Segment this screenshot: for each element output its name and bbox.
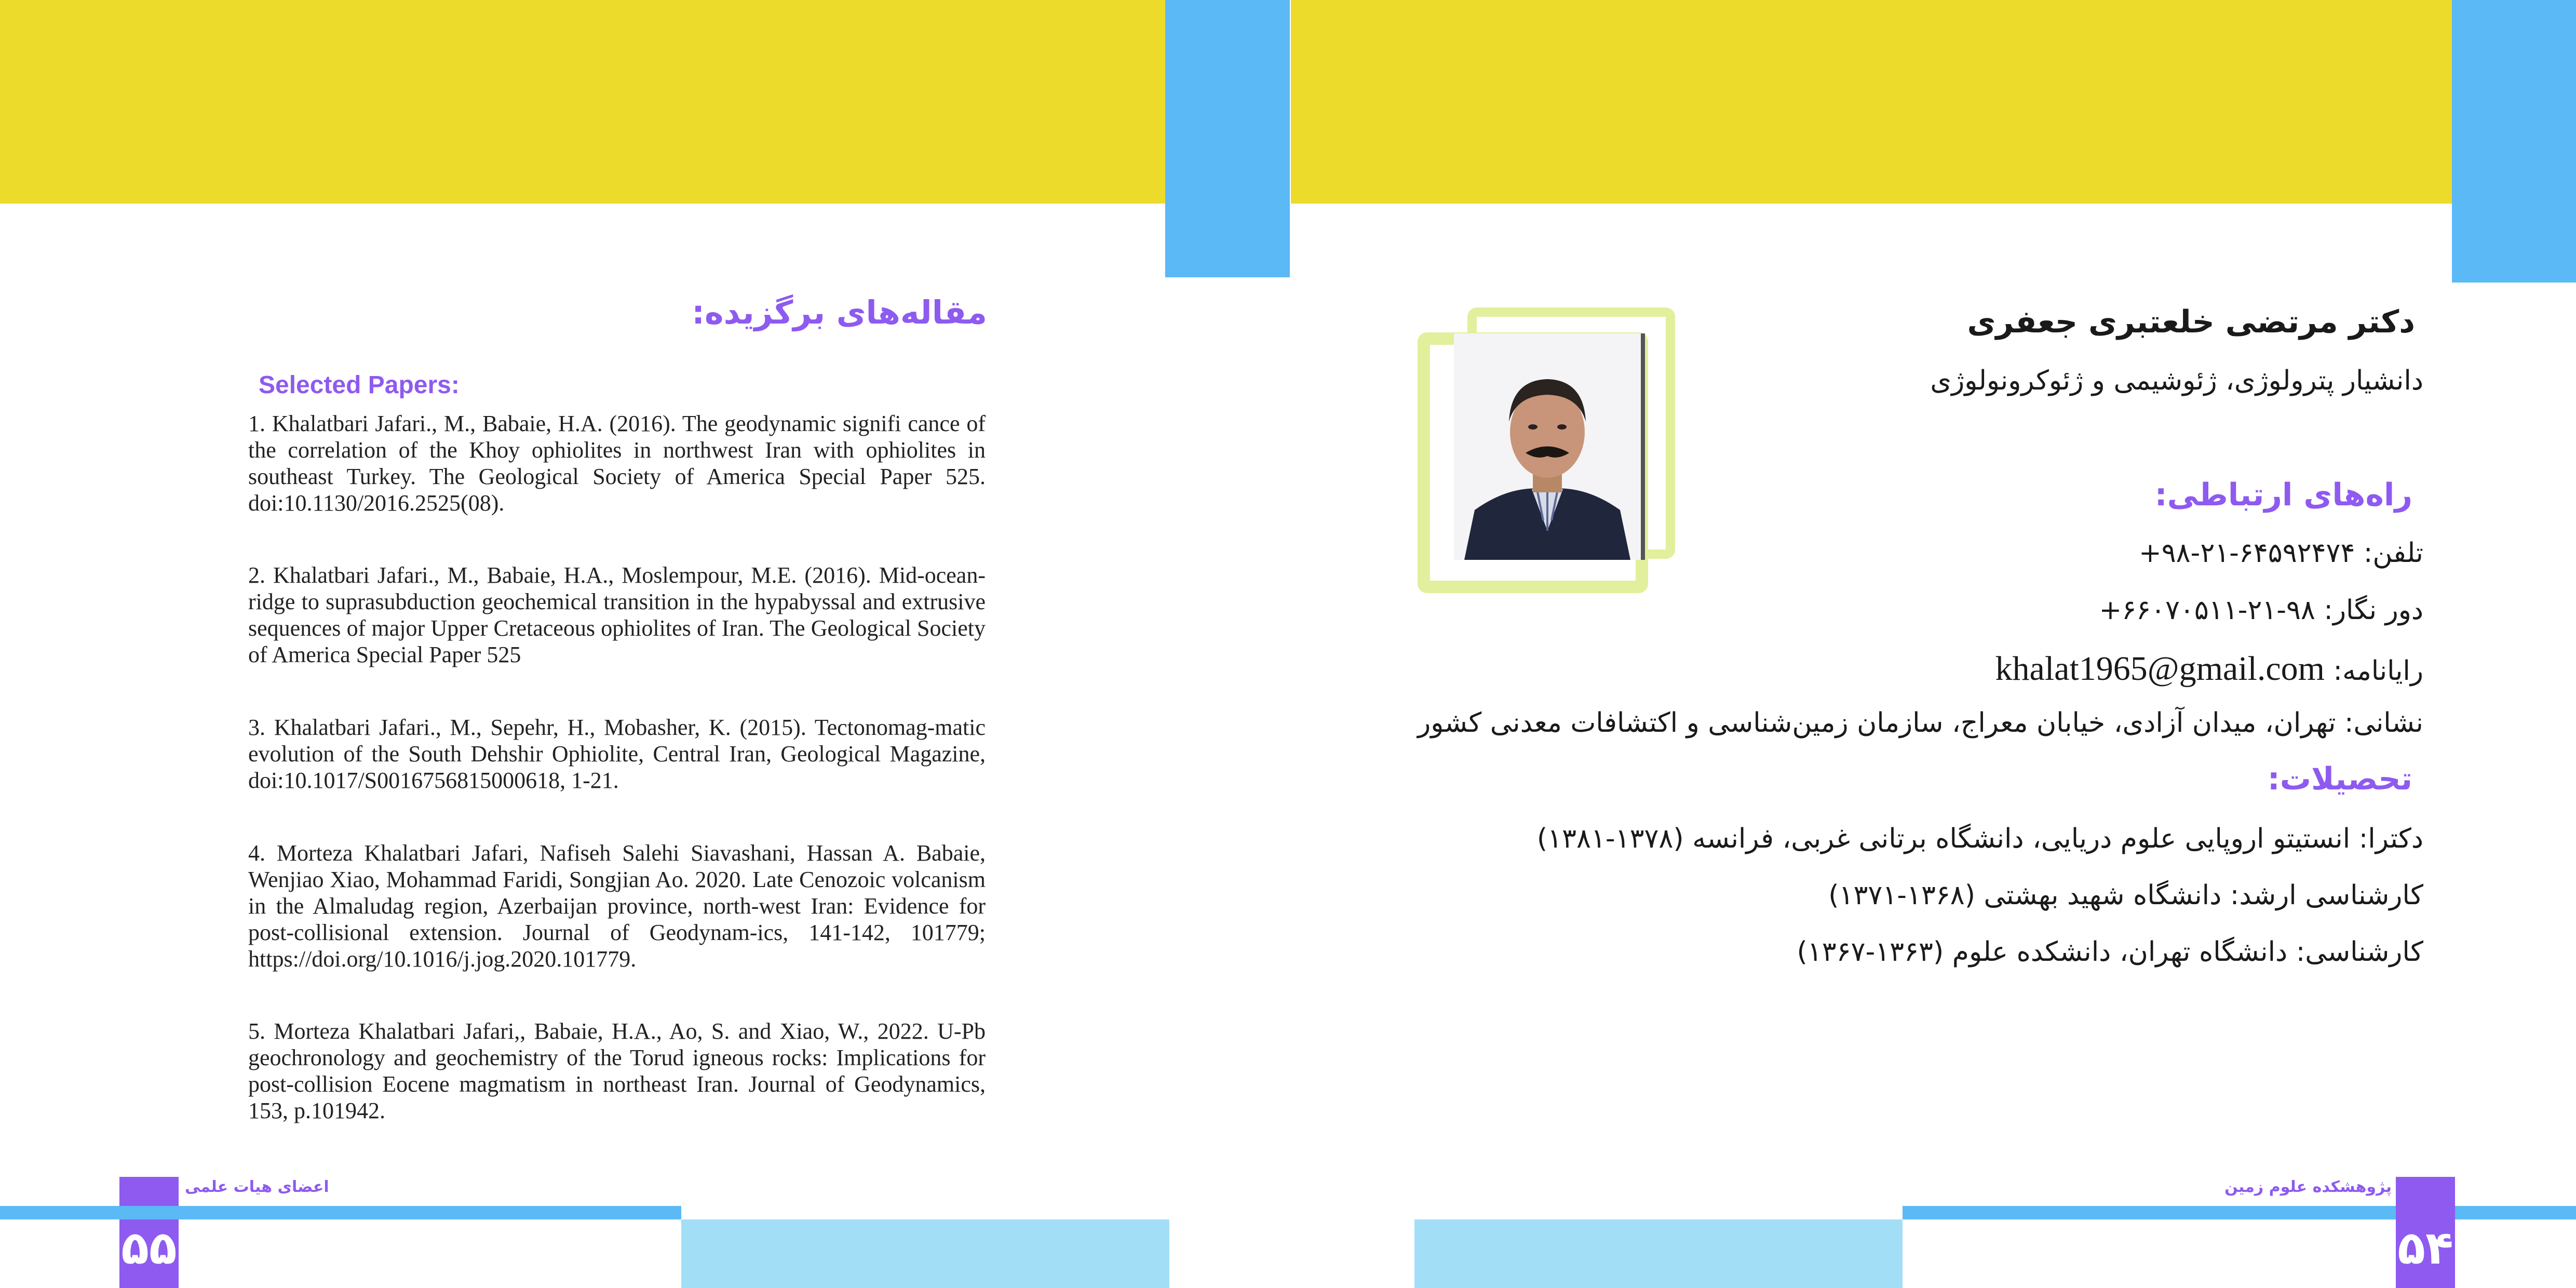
- right-footer-light-blue-block: [1414, 1219, 1903, 1288]
- left-top-yellow-band: [0, 0, 1165, 204]
- person-name: دکتر مرتضی خلعتبری جعفری: [1967, 304, 2415, 340]
- right-page-number: ۵۴: [2397, 1221, 2453, 1274]
- email-link[interactable]: khalat1965@gmail.com: [1995, 650, 2325, 688]
- portrait-image: [1454, 333, 1641, 560]
- address-text: نشانی: تهران، میدان آزادی، خیابان معراج، سازمان زمین‌شناسی و اکتشافات معدنی کشور: [1418, 707, 2423, 739]
- paper-item-5: 5. Morteza Khalatbari Jafari,, Babaie, H.A., Ao, S. and Xiao, W., 2022. U-Pb geochronology and geochemistry of the Torud igneous rocks: Implications for post-collision Eocene magmatism in northeast Iran. Journal of Geodynamics, 153, p.101942.: [248, 1018, 986, 1123]
- fax-text: دور نگار: ۹۸-۲۱-۶۶۰۷۰۵۱۱+: [2099, 595, 2423, 626]
- paper-item-4: 4. Morteza Khalatbari Jafari, Nafiseh Salehi Siavashani, Hassan A. Babaie, Wenjiao Xiao, Mohammad Faridi, Songjian Ao. 2020. Late Cenozoic volcanism in the Almaludag region, Azerbaijan province, north-west Iran: Evidence for post-collisional extension. Journal of Geodynam-ics, 141-142, 101779; https://doi.org/10.1016/j.jog.2020.101779.: [248, 840, 986, 972]
- left-page-number: ۵۵: [121, 1221, 177, 1274]
- email-label: رایانامه:: [2333, 655, 2423, 687]
- left-footer-light-blue-block: [681, 1219, 1169, 1288]
- email-row: [1995, 649, 2423, 689]
- right-footer-label: پژوهشکده علوم زمین: [2224, 1178, 2392, 1196]
- left-top-blue-block: [1165, 0, 1290, 277]
- paper-item-2: 2. Khalatbari Jafari., M., Babaie, H.A., Moslempour, M.E. (2016). Mid-ocean-ridge to suprasubduction geochemical transition in the hypabyssal and extrusive sequences of major Upper Cretaceous ophiolites of Iran. The Geological Society of America Special Paper 525: [248, 562, 986, 667]
- contact-heading: راه‌های ارتباطی:: [2154, 477, 2412, 513]
- portrait-photo: [1454, 333, 1645, 560]
- selected-papers-heading-fa: مقاله‌های برگزیده:: [692, 293, 987, 331]
- paper-item-1: 1. Khalatbari Jafari., M., Babaie, H.A. (2016). The geodynamic signifi cance of the correlation of the Khoy ophiolites in northwest Iran with ophiolites in southeast Turkey. The Geological Society of America Special Paper 525. doi:10.1130/2016.2525(08).: [248, 411, 986, 516]
- education-item-1: دکترا: انستیتو اروپایی علوم دریایی، دانشگاه برتانی غربی، فرانسه (۱۳۷۸-۱۳۸۱): [1536, 823, 2423, 854]
- education-item-3: کارشناسی: دانشگاه تهران، دانشکده علوم (۱۳۶۳-۱۳۶۷): [1797, 936, 2423, 968]
- education-item-2: کارشناسی ارشد: دانشگاه شهید بهشتی (۱۳۶۸-۱۳۷۱): [1828, 880, 2423, 911]
- person-title: دانشیار پترولوژی، ژئوشیمی و ژئوکرونولوژی: [1930, 365, 2423, 396]
- selected-papers-label: Selected Papers:: [259, 371, 460, 399]
- right-top-yellow-band: [1291, 0, 2452, 204]
- right-footer-blue-line: [1903, 1206, 2576, 1219]
- paper-item-3: 3. Khalatbari Jafari., M., Sepehr, H., Mobasher, K. (2015). Tectonomag-matic evolution of the South Dehshir Ophiolite, Central Iran, Geological Magazine, doi:10.1017/S0016756815000618, 1-21.: [248, 715, 986, 793]
- phone-text: تلفن: ۶۴۵۹۲۴۷۴-۲۱-۹۸+: [2139, 538, 2423, 569]
- left-footer-label: اعضای هیات علمی: [185, 1178, 329, 1196]
- left-footer-blue-line: [0, 1206, 681, 1219]
- right-top-blue-block: [2452, 0, 2576, 283]
- education-heading: تحصیلات:: [2267, 761, 2412, 797]
